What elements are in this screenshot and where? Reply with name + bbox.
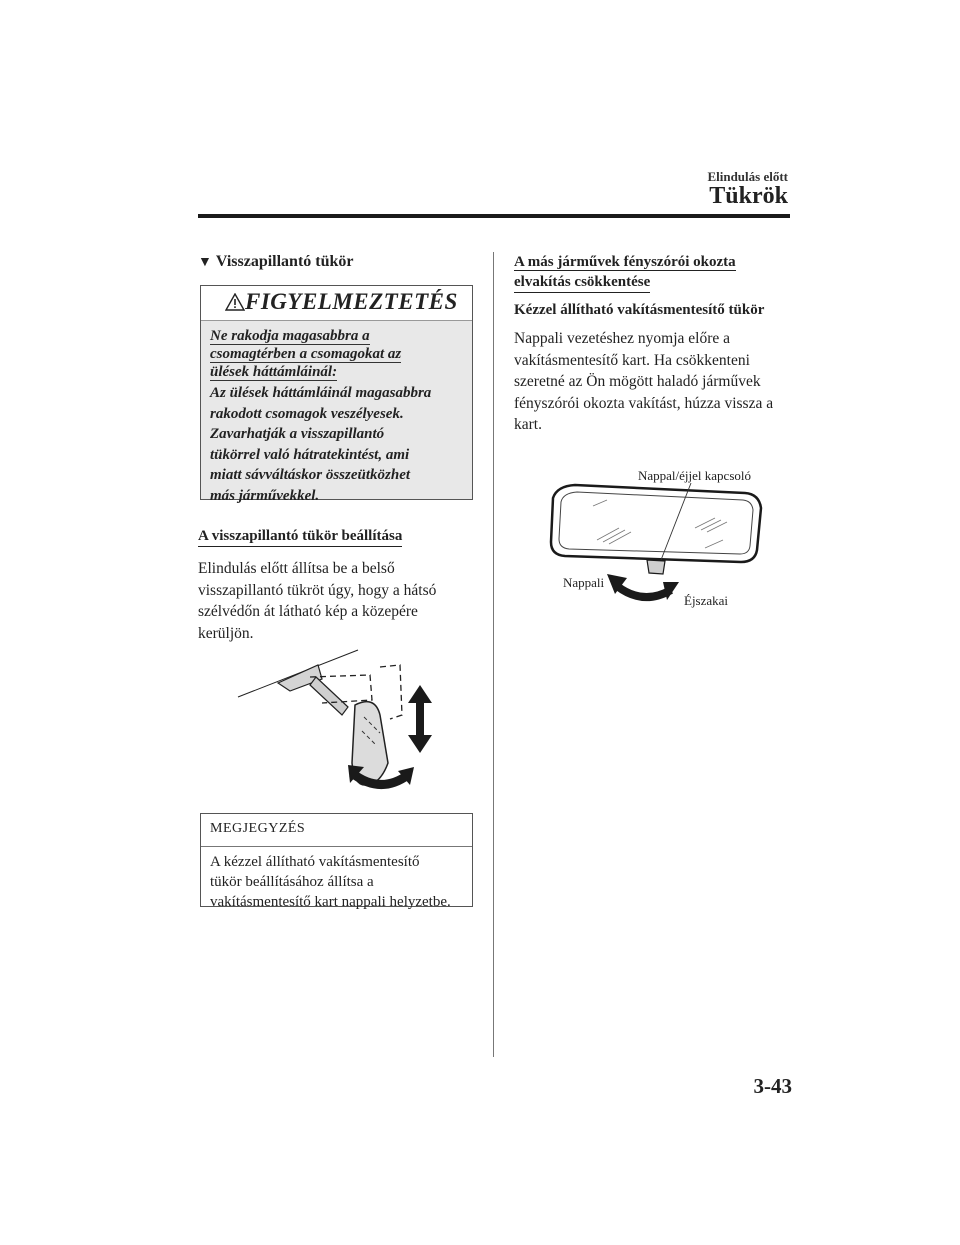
glare-heading bbox=[514, 253, 784, 293]
switch-label: Nappal/éjjel kapcsoló bbox=[638, 468, 751, 483]
section-heading-text: Visszapillantó tükör bbox=[215, 253, 354, 270]
column-separator bbox=[493, 252, 494, 1057]
warning-body-line: tükörrel való hátratekintést, ami bbox=[210, 446, 410, 463]
day-label: Nappali bbox=[563, 575, 605, 590]
running-header-section: Elindulás előtt bbox=[707, 169, 788, 184]
warning-box bbox=[200, 285, 473, 504]
mirror-arm-icon bbox=[310, 677, 348, 715]
adjust-paragraph bbox=[198, 558, 483, 644]
mirror-adjust-figure bbox=[230, 645, 445, 800]
adjust-line: Elindulás előtt állítsa be a belső bbox=[198, 560, 395, 577]
glare-heading-line bbox=[514, 254, 736, 271]
running-header-title: Tükrök bbox=[709, 183, 788, 209]
day-night-switch-icon bbox=[647, 560, 665, 574]
adjust-heading: A visszapillantó tükör beállítása bbox=[198, 528, 402, 547]
day-night-mirror-figure bbox=[545, 478, 770, 613]
warning-title: FIGYELMEZTETÉS bbox=[245, 289, 458, 314]
manual-mirror-line: Nappali vezetéshez nyomja előre a bbox=[514, 330, 731, 347]
manual-mirror-line: vakításmentesítő kart. Ha csökkenteni bbox=[514, 351, 750, 369]
adjust-line: szélvédőn át látható kép a közepére bbox=[198, 603, 418, 620]
manual-mirror-line: fényszórói okozta vakítást, húzza vissza a bbox=[514, 394, 774, 412]
warning-triangle-icon bbox=[225, 293, 245, 311]
adjust-line: kerüljön. bbox=[198, 624, 254, 642]
warning-subtitle-line: Ne rakodja magasabbra a bbox=[210, 328, 370, 344]
glare-heading-text: A más járművek fényszórói okozta bbox=[514, 254, 736, 270]
note-line: A kézzel állítható vakításmentesítő bbox=[210, 854, 420, 870]
note-divider bbox=[201, 846, 472, 847]
note-box bbox=[200, 813, 473, 910]
note-title: MEGJEGYZÉS bbox=[210, 821, 306, 836]
manual-mirror-line: kart. bbox=[514, 416, 542, 433]
note-line: tükör beállításához állítsa a bbox=[210, 874, 374, 890]
warning-subtitle-line: ülések háttámláinál: bbox=[210, 364, 338, 380]
warning-body-line: Zavarhatják a visszapillantó bbox=[210, 426, 385, 442]
mirror-dashed-outline-icon bbox=[380, 665, 402, 719]
mirror-frame-icon bbox=[551, 485, 761, 562]
vertical-arrow-icon bbox=[408, 685, 432, 753]
tilt-arrow-icon bbox=[607, 574, 679, 600]
warning-body-line: rakodott csomagok veszélyesek. bbox=[210, 405, 404, 422]
glare-heading-text: elvakítás csökkentése bbox=[514, 274, 650, 293]
warning-body-line: miatt sávváltáskor összeütközhet bbox=[210, 467, 411, 483]
warning-title-row bbox=[201, 286, 472, 321]
section-heading bbox=[198, 253, 354, 271]
adjust-heading-wrap bbox=[198, 527, 402, 547]
note-body bbox=[210, 852, 472, 912]
manual-mirror-paragraph bbox=[514, 328, 799, 436]
header-rule bbox=[198, 214, 790, 218]
section-marker-icon: ▼ bbox=[198, 255, 212, 270]
manual-mirror-subheading: Kézzel állítható vakításmentesítő tükör bbox=[514, 302, 765, 318]
manual-mirror-line: szeretné az Ön mögött haladó járművek bbox=[514, 373, 761, 390]
warning-body-line: más járművekkel. bbox=[210, 487, 320, 504]
adjust-line: visszapillantó tükröt úgy, hogy a hátsó bbox=[198, 581, 437, 599]
warning-subtitle bbox=[210, 327, 465, 381]
page-number: 3-43 bbox=[753, 1074, 792, 1098]
warning-body-line: Az ülések háttámláinál magasabbra bbox=[210, 385, 432, 401]
note-line: vakításmentesítő kart nappali helyzetbe. bbox=[210, 894, 451, 910]
warning-subtitle-line: csomagtérben a csomagokat az bbox=[210, 346, 402, 362]
night-label: Éjszakai bbox=[684, 593, 729, 608]
warning-body bbox=[210, 383, 472, 506]
